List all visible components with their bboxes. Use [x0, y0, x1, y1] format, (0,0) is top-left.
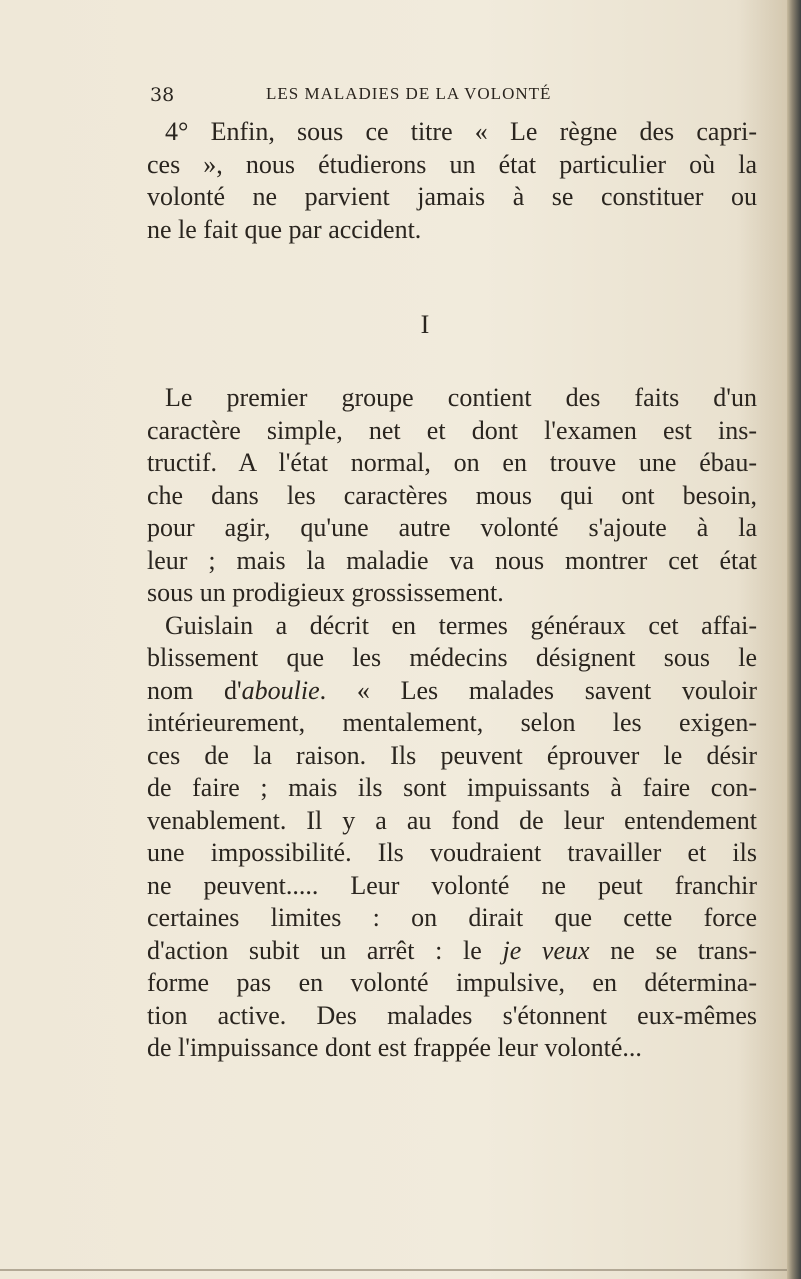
page-edge-shadow — [787, 0, 801, 1279]
text-line: blissement que les médecins désignent sous le — [147, 643, 757, 672]
text-line: intérieurement, mentalement, selon les exigen- — [147, 708, 757, 737]
body-paragraphs — [147, 382, 757, 1065]
italic-term: je veux — [502, 935, 590, 965]
text-line: pour agir, qu'une autre volonté s'ajoute à la — [147, 513, 757, 542]
text-line: ne le fait que par accident. — [147, 214, 422, 244]
text-fragment: d'action subit un arrêt : le — [147, 935, 503, 965]
text-fragment: nom d' — [147, 675, 242, 705]
page-header — [150, 84, 750, 108]
text-line: une impossibilité. Ils voudraient travailler et ils — [147, 838, 757, 867]
text-line: Le premier groupe contient des faits d'un — [165, 383, 757, 412]
text-line: caractère simple, net et dont l'examen est ins- — [147, 415, 757, 445]
page-number: 38 — [150, 84, 175, 106]
text-line: leur ; mais la maladie va nous montrer cet état — [147, 545, 757, 575]
italic-term: aboulie — [241, 675, 320, 705]
text-line: tion active. Des malades s'étonnent eux-mêmes — [147, 1000, 757, 1030]
text-line: tructif. A l'état normal, on en trouve une ébau- — [147, 448, 757, 477]
text-line — [147, 935, 757, 968]
text-line: de l'impuissance dont est frappée leur volonté... — [147, 1033, 642, 1062]
text-line: Guislain a décrit en termes généraux cet affai- — [165, 610, 757, 640]
text-line: volonté ne parvient jamais à se constituer ou — [147, 182, 757, 211]
text-line: certaines limites : on dirait que cette force — [147, 903, 757, 932]
text-line: venablement. Il y a au fond de leur entendement — [147, 805, 757, 835]
text-line: che dans les caractères mous qui ont besoin, — [147, 480, 757, 510]
text-line: de faire ; mais ils sont impuissants à faire con- — [147, 773, 757, 802]
text-line: ces de la raison. Ils peuvent éprouver le désir — [147, 740, 757, 770]
bottom-edge-line — [0, 1269, 801, 1271]
text-fragment: ne se trans- — [589, 935, 758, 965]
text-line: sous un prodigieux grossissement. — [147, 578, 504, 607]
intro-paragraph — [147, 116, 757, 246]
text-line: ces », nous étudierons un état particulier où la — [147, 149, 757, 179]
running-title: LES MALADIES DE LA VOLONTÉ — [266, 84, 552, 103]
text-fragment: . « Les malades savent vouloir — [319, 675, 757, 705]
text-line: 4° Enfin, sous ce titre « Le règne des capri- — [165, 117, 757, 146]
text-line — [147, 675, 757, 708]
text-line: forme pas en volonté impulsive, en détermina- — [147, 968, 757, 997]
text-line: ne peuvent..... Leur volonté ne peut franchir — [147, 870, 757, 900]
section-heading: I — [420, 310, 430, 339]
